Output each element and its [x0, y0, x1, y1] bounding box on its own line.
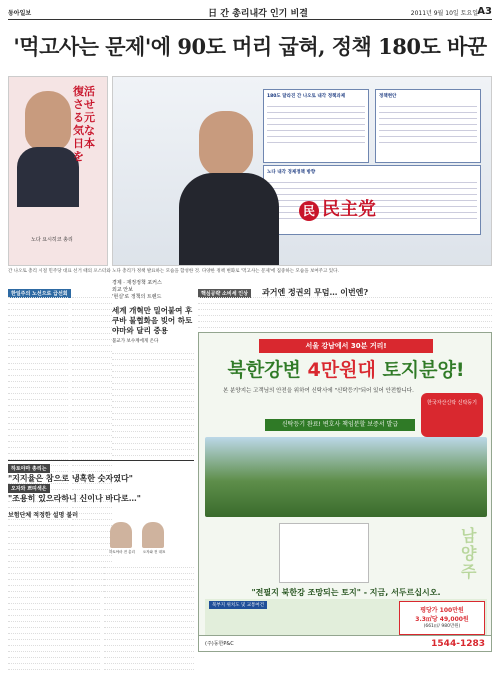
bottom-left-title: 보험단체 적정한 설명 불러 [8, 512, 79, 519]
ad-headline [205, 359, 487, 381]
bottom-mid-body [104, 562, 194, 680]
speaker-face [199, 111, 253, 177]
right-article-body [198, 292, 492, 330]
photo-caption: 간 나오토 총리 시절 민주당 대표 선거 때의 포스터와 노다 총리가 정책 발표하는 모습을 합성한 것. 다양한 정책 변화로 '먹고사는 문제'에 집중하는 모습을 보여주고 있다. [8, 269, 339, 274]
ad-headline-suffix: 토지분양! [382, 359, 465, 381]
info-panel-title: 노다 내각 경제정책 방향 [267, 170, 316, 175]
party-logo [299, 195, 376, 221]
poster-caption: 노다 요시히코 총리 [31, 237, 73, 243]
party-logo-mark: 民 [299, 201, 319, 221]
main-photo [112, 76, 492, 266]
certificate-image [279, 523, 369, 583]
portrait-2 [142, 522, 164, 548]
portrait-1 [110, 522, 132, 548]
info-panel-title: 180도 달라진 간 나오토 내각 정책과제 [267, 94, 346, 99]
left-subhead-2: 외교 안보 [112, 287, 133, 293]
left-subhead-3: '현실'로 정책의 트렌드 [112, 294, 162, 300]
center-subhead: 세계 개혁만 밀어붙여 후쿠바 불협화음 빚어 하토야마와 달리 중용 [112, 306, 193, 335]
left-subhead-1: 경제 · 재정정책 포커스 [112, 280, 162, 286]
center-article-body [112, 348, 194, 458]
speaker-suit [179, 173, 279, 265]
ad-phone: 1544-1283 [431, 639, 485, 649]
party-logo-text: 民主党 [322, 199, 376, 220]
ad-footer-brand: (주)동한P&C [205, 641, 234, 647]
section-title: 日 간 총리내각 인기 비결 [208, 9, 308, 19]
ad-footer [199, 635, 491, 651]
portrait-2-caption: 오자와 전 대표 [142, 550, 166, 554]
main-headline: '먹고사는 문제'에 90도 머리 굽혀, 정책 180도 바꾼 [13, 34, 487, 59]
politician-suit [17, 147, 79, 207]
info-panel-title: 정책현안 [379, 94, 397, 99]
portrait-1-caption: 하토야마 전 총리 [109, 550, 135, 554]
center-subhead-wrap [112, 306, 194, 344]
river-landscape-photo [205, 437, 487, 517]
ad-trust-badge: 신탁등기 완료! 변호사 책임분할 보증서 발급 [265, 419, 415, 431]
ad-headline-prefix: 북한강변 [227, 359, 301, 381]
ad-price-sub: (661㎡/ 980만원) [423, 624, 461, 629]
land-sale-ad [198, 332, 492, 652]
politician-face [25, 91, 71, 151]
ad-lead-text: 본 분양지는 고객님의 안전을 위하여 신탁사에 "신탁등기"되어 있어 안전합니다. [223, 388, 414, 394]
ad-top-banner: 서울 강남에서 30분 거리! [259, 339, 433, 353]
center-kicker: 불교가 보수계에게 온다 [112, 339, 159, 344]
ad-info-label: 북부지 위치도 및 교통여건 [209, 601, 267, 609]
quote2-badge: 오자와 쁘띠색은 [8, 484, 50, 493]
quote1-badge: 하토야마 총리는 [8, 464, 50, 473]
quotes-box [8, 460, 194, 506]
ad-headline-highlight: 4만원대 [307, 359, 376, 381]
issue-date: 2011년 9월 10일 토요일 [410, 10, 478, 17]
info-panel-policy [263, 89, 369, 163]
quote2: "조용히 있으라하니 신이나 바다로…" [8, 493, 141, 503]
ad-vertical-name: 남양주 [461, 526, 477, 581]
ad-price-main: 3.3㎡당 49,000원 [415, 616, 469, 623]
campaign-poster-photo [8, 76, 108, 266]
page-number: A3 [477, 6, 492, 17]
poster-slogan: 復活させる元気な日本を [73, 85, 95, 163]
right-article-title: 과거엔 정권의 무덤… 이번엔? [262, 287, 369, 297]
ad-trust-stamp: 한국자산신탁 신탁등기 [421, 393, 483, 437]
ad-price-box [399, 601, 485, 635]
left-subheads [112, 280, 194, 301]
right-article [198, 280, 492, 330]
info-panel-issues [375, 89, 481, 163]
ad-slogan: "전필지 북한강 조망되는 토지" - 지금, 서두르십시오. [251, 588, 441, 597]
bottom-left-body [8, 520, 100, 680]
quote1: "지지율은 참으로 냉혹한 숫자였다" [8, 473, 133, 483]
page-header [8, 6, 492, 20]
publication-name: 동아일보 [8, 10, 32, 17]
left-article-badge: 한일주의 노선으로 급선회 [8, 289, 71, 298]
right-article-badge: 핵심공략 소비세 인상 [198, 289, 251, 298]
ad-price-label: 평당가 100만원 [420, 607, 464, 614]
